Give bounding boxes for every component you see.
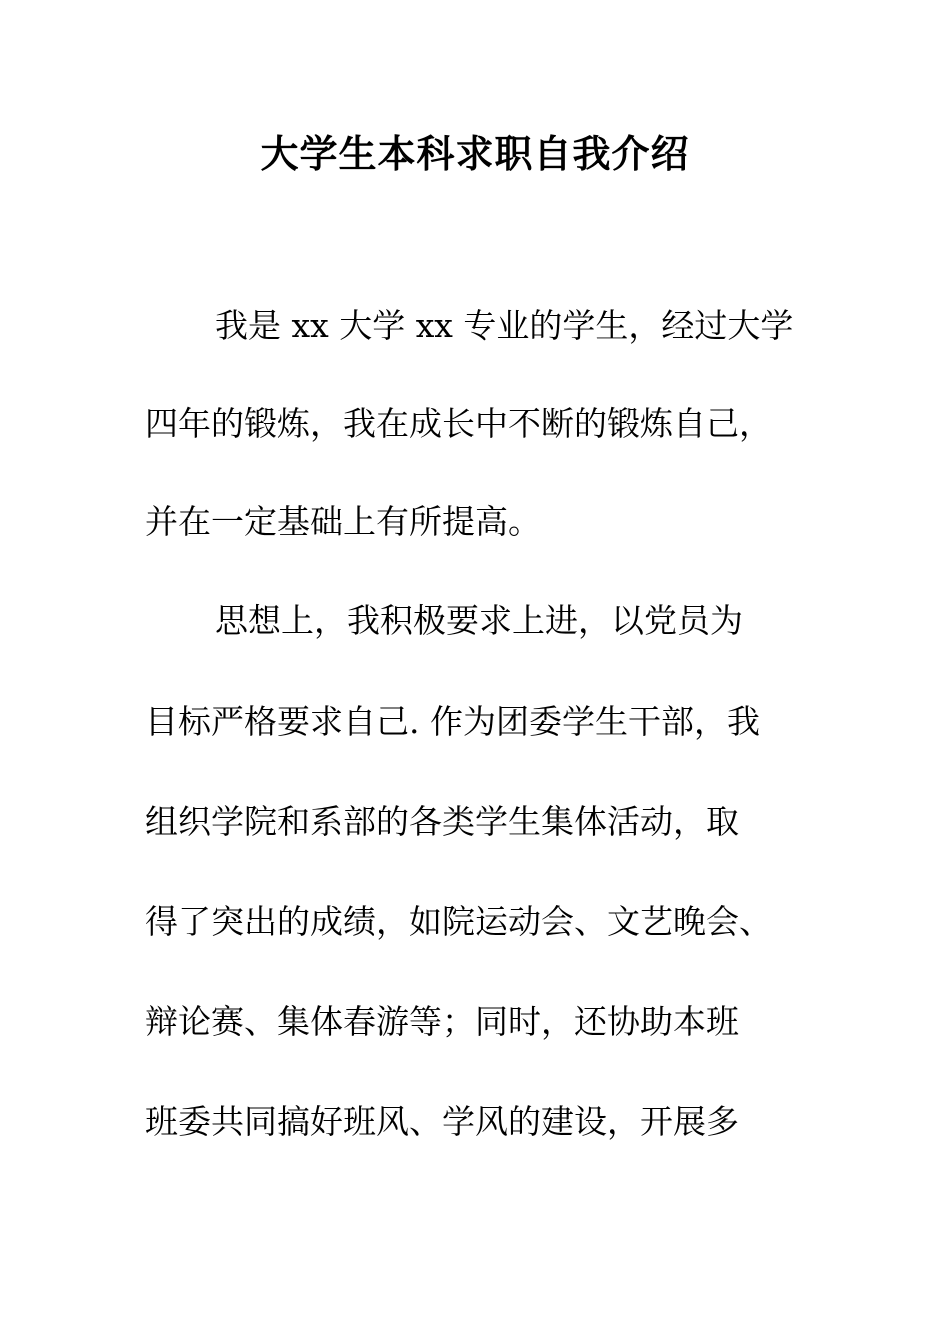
paragraph-2-line-2: 目标严格要求自己. 作为团委学生干部，我 <box>145 702 760 741</box>
paragraph-2-line-6: 班委共同搞好班风、学风的建设，开展多 <box>145 1102 739 1141</box>
paragraph-2-line-5: 辩论赛、集体春游等；同时，还协助本班 <box>145 1002 739 1041</box>
paragraph-1-line-3: 并在一定基础上有所提高。 <box>145 502 541 541</box>
paragraph-2-line-4: 得了突出的成绩，如院运动会、文艺晚会、 <box>145 902 772 941</box>
paragraph-1-line-2: 四年的锻炼，我在成长中不断的锻炼自己， <box>145 404 772 443</box>
paragraph-2-line-3: 组织学院和系部的各类学生集体活动，取 <box>145 802 739 841</box>
document-title: 大学生本科求职自我介绍 <box>260 132 690 176</box>
paragraph-1-line-1: 我是 xx 大学 xx 专业的学生，经过大学 <box>215 306 794 345</box>
paragraph-2-line-1: 思想上，我积极要求上进，以党员为 <box>215 601 743 640</box>
